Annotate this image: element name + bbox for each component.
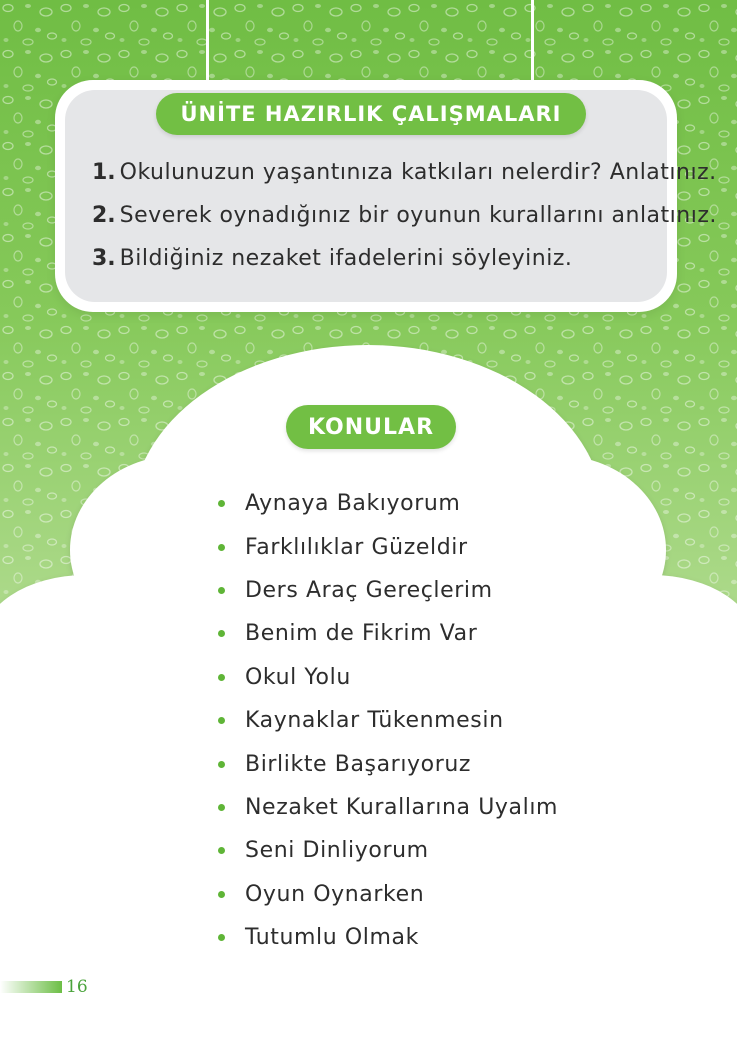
bullet-icon [218,630,225,637]
question-number: 3. [92,246,116,271]
question-number: 1. [92,160,116,185]
topic-label: Okul Yolu [245,664,351,690]
topic-label: Nezaket Kurallarına Uyalım [245,794,559,820]
bullet-icon [218,934,225,941]
topic-label: Kaynaklar Tükenmesin [245,708,504,734]
topic-label: Benim de Fikrim Var [245,621,478,647]
topic-item [218,742,558,785]
bullet-icon [218,891,225,898]
topic-item [218,699,558,742]
question-item [92,203,717,246]
topic-label: Seni Dinliyorum [245,838,429,864]
topic-label: Oyun Oynarken [245,881,425,907]
topic-item [218,873,558,916]
topic-item [218,482,558,525]
topic-label: Ders Araç Gereçlerim [245,577,493,603]
topic-item [218,916,558,959]
topic-label: Birlikte Başarıyoruz [245,751,472,777]
topic-item [218,829,558,872]
card-hanger-right [531,0,534,80]
card-hanger-left [206,0,209,80]
topic-label: Tutumlu Olmak [245,925,419,951]
page-number-bar [0,981,62,993]
topic-item [218,786,558,829]
topic-item [218,656,558,699]
bullet-icon [218,674,225,681]
topic-item [218,569,558,612]
question-number: 2. [92,203,116,228]
preparation-question-list [92,160,717,289]
bullet-icon [218,804,225,811]
bullet-icon [218,587,225,594]
question-item [92,246,662,289]
bullet-icon [218,847,225,854]
bullet-icon [218,544,225,551]
topics-list [218,482,558,959]
topic-item [218,612,558,655]
topics-title-badge: KONULAR [286,405,456,449]
page-number: 16 [66,977,88,997]
question-item [92,160,717,203]
preparation-title-badge: ÜNİTE HAZIRLIK ÇALIŞMALARI [156,93,586,135]
topic-label: Farklılıklar Güzeldir [245,534,468,560]
bullet-icon [218,761,225,768]
bullet-icon [218,500,225,507]
bullet-icon [218,717,225,724]
topic-item [218,525,558,568]
topic-label: Aynaya Bakıyorum [245,491,461,517]
question-text: Severek oynadığınız bir oyunun kurallarını anlatınız. [119,203,717,228]
question-text: Okulunuzun yaşantınıza katkıları nelerdir? Anlatınız. [119,160,717,185]
question-text: Bildiğiniz nezaket ifadelerini söyleyiniz. [119,246,573,271]
